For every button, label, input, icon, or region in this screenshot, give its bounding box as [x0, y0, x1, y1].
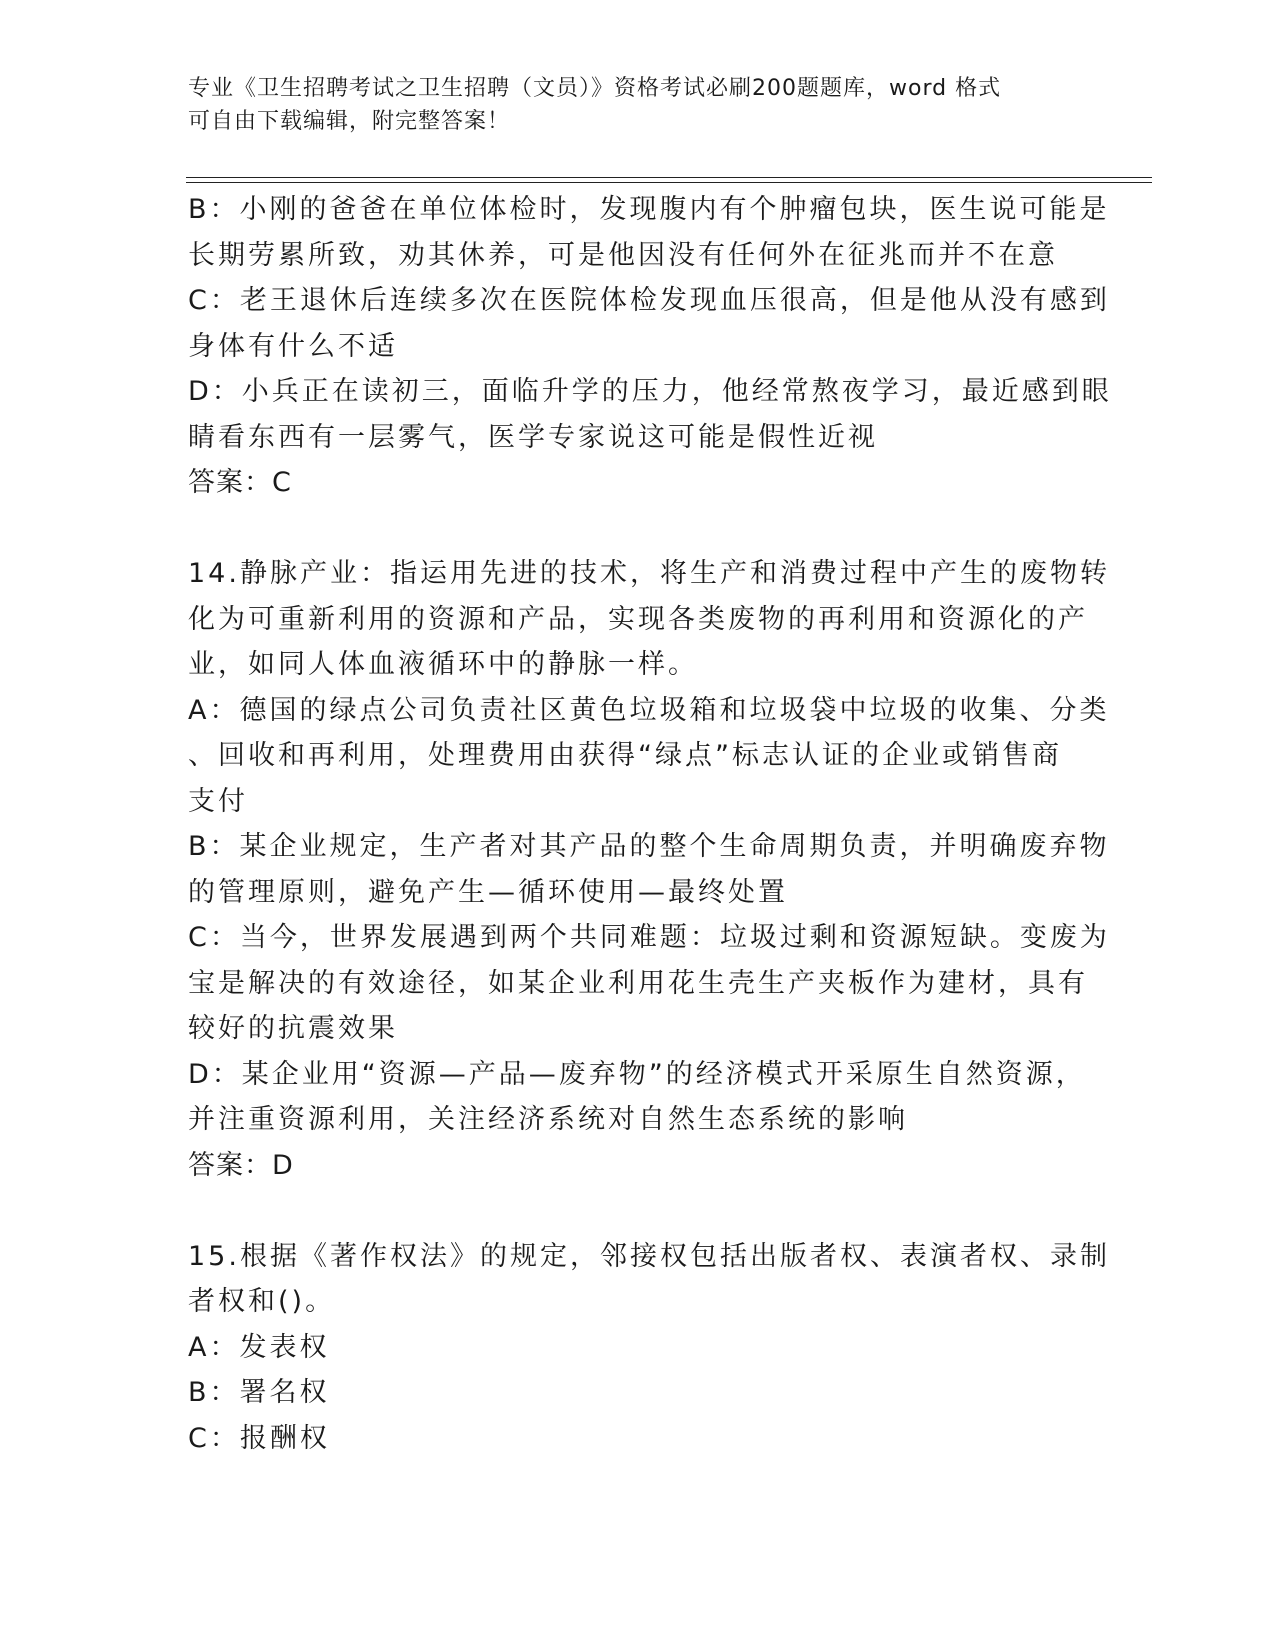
q13-option-b-line-1: B：小刚的爸爸在单位体检时，发现腹内有个肿瘤包块，医生说可能是 — [188, 194, 1110, 225]
q13-option-b-line-2: 长期劳累所致，劝其休养，可是他因没有任何外在征兆而并不在意 — [188, 239, 1058, 271]
q14-stem-line-3: 业，如同人体血液循环中的静脉一样。 — [188, 649, 698, 680]
question-15 — [188, 1234, 1110, 1462]
question-spacer — [188, 506, 1068, 552]
q14-stem-line-1: 14.静脉产业：指运用先进的技术，将生产和消费过程中产生的废物转 — [188, 558, 1110, 589]
q14-option-a-line-2: 、回收和再利用，处理费用由获得“绿点”标志认证的企业或销售商 — [188, 740, 1062, 771]
q14-option-c-line-3: 较好的抗震效果 — [188, 1013, 398, 1044]
q13-answer: 答案：C — [188, 467, 292, 498]
q13-option-d-line-2: 睛看东西有一层雾气，医学专家说这可能是假性近视 — [188, 421, 878, 453]
q13-option-c-line-2: 身体有什么不适 — [188, 330, 398, 362]
q14-option-a-line-3: 支付 — [188, 785, 248, 817]
q15-option-a: A：发表权 — [188, 1331, 330, 1363]
question-13-continued — [188, 187, 1112, 506]
q13-option-d-line-1: D：小兵正在读初三，面临升学的压力，他经常熬夜学习，最近感到眼 — [188, 376, 1112, 407]
header-line-2: 可自由下载编辑，附完整答案！ — [188, 109, 511, 134]
q14-stem-line-2: 化为可重新利用的资源和产品，实现各类废物的再利用和资源化的产 — [188, 603, 1088, 635]
q13-option-c-line-1: C：老王退休后连续多次在医院体检发现血压很高，但是他从没有感到 — [188, 285, 1110, 316]
q14-answer: 答案：D — [188, 1149, 294, 1181]
header-divider-bottom — [186, 182, 1152, 183]
q14-option-a-line-1: A：德国的绿点公司负责社区黄色垃圾箱和垃圾袋中垃圾的收集、分类 — [188, 694, 1110, 726]
q15-option-b: B：署名权 — [188, 1377, 330, 1408]
question-14 — [188, 551, 1110, 1188]
q14-option-b-line-1: B：某企业规定，生产者对其产品的整个生命周期负责，并明确废弃物 — [188, 831, 1110, 862]
document-header — [188, 72, 1068, 138]
q14-option-d-line-2: 并注重资源利用，关注经济系统对自然生态系统的影响 — [188, 1104, 908, 1135]
q15-stem-line-2: 者权和()。 — [188, 1286, 336, 1317]
q14-option-c-line-1: C：当今，世界发展遇到两个共同难题：垃圾过剩和资源短缺。变废为 — [188, 922, 1110, 953]
header-line-1: 专业《卫生招聘考试之卫生招聘（文员）》资格考试必刷200题题库，word 格式 — [188, 76, 1002, 101]
q14-option-b-line-2: 的管理原则，避免产生—循环使用—最终处置 — [188, 876, 788, 908]
question-spacer — [188, 1188, 1068, 1234]
q15-option-c: C：报酬权 — [188, 1422, 330, 1454]
q15-stem-line-1: 15.根据《著作权法》的规定，邻接权包括出版者权、表演者权、录制 — [188, 1240, 1110, 1272]
document-body — [188, 187, 1112, 1461]
q14-option-c-line-2: 宝是解决的有效途径，如某企业利用花生壳生产夹板作为建材，具有 — [188, 967, 1088, 999]
q14-option-d-line-1: D：某企业用“资源—产品—废弃物”的经济模式开采原生自然资源， — [188, 1058, 1086, 1090]
header-divider-top — [186, 177, 1152, 178]
